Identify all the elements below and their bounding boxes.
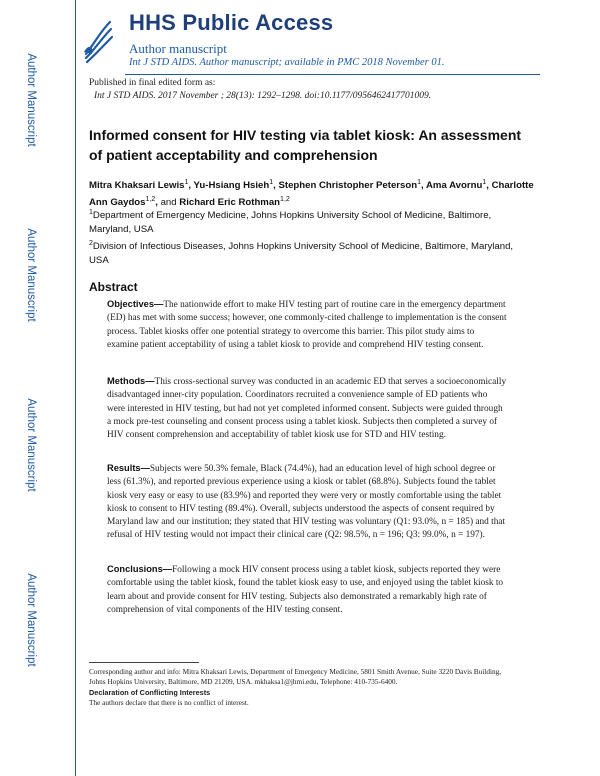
abstract-heading: Abstract <box>89 280 138 294</box>
sidebar-label-2: Author Manuscript <box>25 228 37 322</box>
abstract-conclusions: Conclusions—Following a mock HIV consent process using a tablet kiosk, subjects reported they were comfortable using the tablet kiosk, found the tablet kiosk easy to use, and enjoyed using the tablet kiosk to learn about and provide consent for HIV testing. Subjects also demonstrated a remarkably high rate of comprehension of vital components of the HIV testing consent. <box>107 564 504 615</box>
author: Ama Avornu <box>425 180 483 192</box>
abstract-objectives: Objectives—The nationwide effort to make HIV testing part of routine care in the emergency department (ED) has met with some success; however, one commonly-cited challenge to implementation is the consent process. Tablet kiosks offer one potential strategy to overcome this barrier. This pilot study aims to examine patient acceptability of using a tablet kiosk to provide and comprehend HIV testing consent. <box>107 299 507 350</box>
sidebar-label-3: Author Manuscript <box>25 398 37 492</box>
abstract-methods: Methods—This cross-sectional survey was conducted in an academic ED that serves a socioeconomically disadvantaged inner-city population. Coordinators recruited a convenience sample of ED patients who were interested in HIV testing, but had not yet completed informed consent. Subjects were guided through a mock pre-test counseling and consent process using a tablet kiosk. Subjects then completed a survey of HIV consent comprehension and acceptability of tablet kiosk use for STD and HIV testing. <box>107 376 507 441</box>
hhs-eagle-icon <box>80 14 114 66</box>
paper-title: Informed consent for HIV testing via tablet kiosk: An assessment of patient acceptability and comprehension <box>89 127 522 163</box>
abstract-results: Results—Subjects were 50.3% female, Black (74.4%), had an education level of high school degree or less (61.3%), and reported previous experience using a kiosk or tablet (68.8%). Subjects found the tablet kiosk very easy or easy to use (83.9%) and reported they were very or mostly comfortable using the tablet kiosk to consent to HIV testing (89.4%). Overall, subjects understood the aspects of consent required by Maryland law and our institution; they stated that HIV testing was voluntary (Q1: 93.0%, n = 185) and that refusal of HIV testing would not impact their clinical care (Q2: 98.5%, n = 196; Q3: 99.0%, n = 197). <box>107 463 506 541</box>
sidebar-rule <box>75 0 76 776</box>
conflict-text: The authors declare that there is no conflict of interest. <box>89 698 249 707</box>
manuscript-type: Author manuscript <box>129 41 227 56</box>
author: Yu-Hsiang Hsieh <box>193 180 270 192</box>
sidebar-label-1: Author Manuscript <box>25 53 37 147</box>
header-rule <box>125 74 540 75</box>
conflict-heading: Declaration of Conflicting Interests <box>89 688 211 697</box>
author: Mitra Khaksari Lewis <box>89 180 185 192</box>
published-note: Published in final edited form as: <box>89 78 216 88</box>
hhs-title: HHS Public Access <box>129 10 334 35</box>
author: Richard Eric Rothman <box>179 197 281 209</box>
corresponding-author-note: Corresponding author and info: Mitra Khaksari Lewis, Department of Emergency Medicine, 5801 Smith Avenue, Suite 3220 Davis Building, Johns Hopkins University, Baltimore, MD 21209, USA. mkhaksa1@jhmi.edu, Telephone: 410-735-6400. <box>89 667 502 686</box>
author: Stephen Christopher Peterson <box>278 180 418 192</box>
affiliation-1: $^1$Department of Emergency Medicine, Johns Hopkins University School of Medicine, Baltimore, Maryland, USA <box>89 209 492 236</box>
footnote-rule <box>89 662 199 663</box>
publication-citation: Int J STD AIDS. 2017 November ; 28(13): 1292–1298. doi:10.1177/0956462417701009. <box>94 91 432 101</box>
author-list: Mitra Khaksari Lewis$^1$, Yu-Hsiang Hsieh$^1$, Stephen Christopher Peterson$^1$, Ama Avornu$^1$, Charlotte Ann Gaydos$^{1,2}$, and Richard Eric Rothman$^{1,2}$ <box>89 179 534 209</box>
affiliation-2: $^2$Division of Infectious Diseases, Johns Hopkins University School of Medicine, Baltimore, Maryland, USA <box>89 240 514 267</box>
journal-availability: Int J STD AIDS. Author manuscript; available in PMC 2018 November 01. <box>129 57 445 68</box>
author: Charlotte Ann Gaydos <box>89 180 534 209</box>
sidebar-label-4: Author Manuscript <box>25 573 37 667</box>
